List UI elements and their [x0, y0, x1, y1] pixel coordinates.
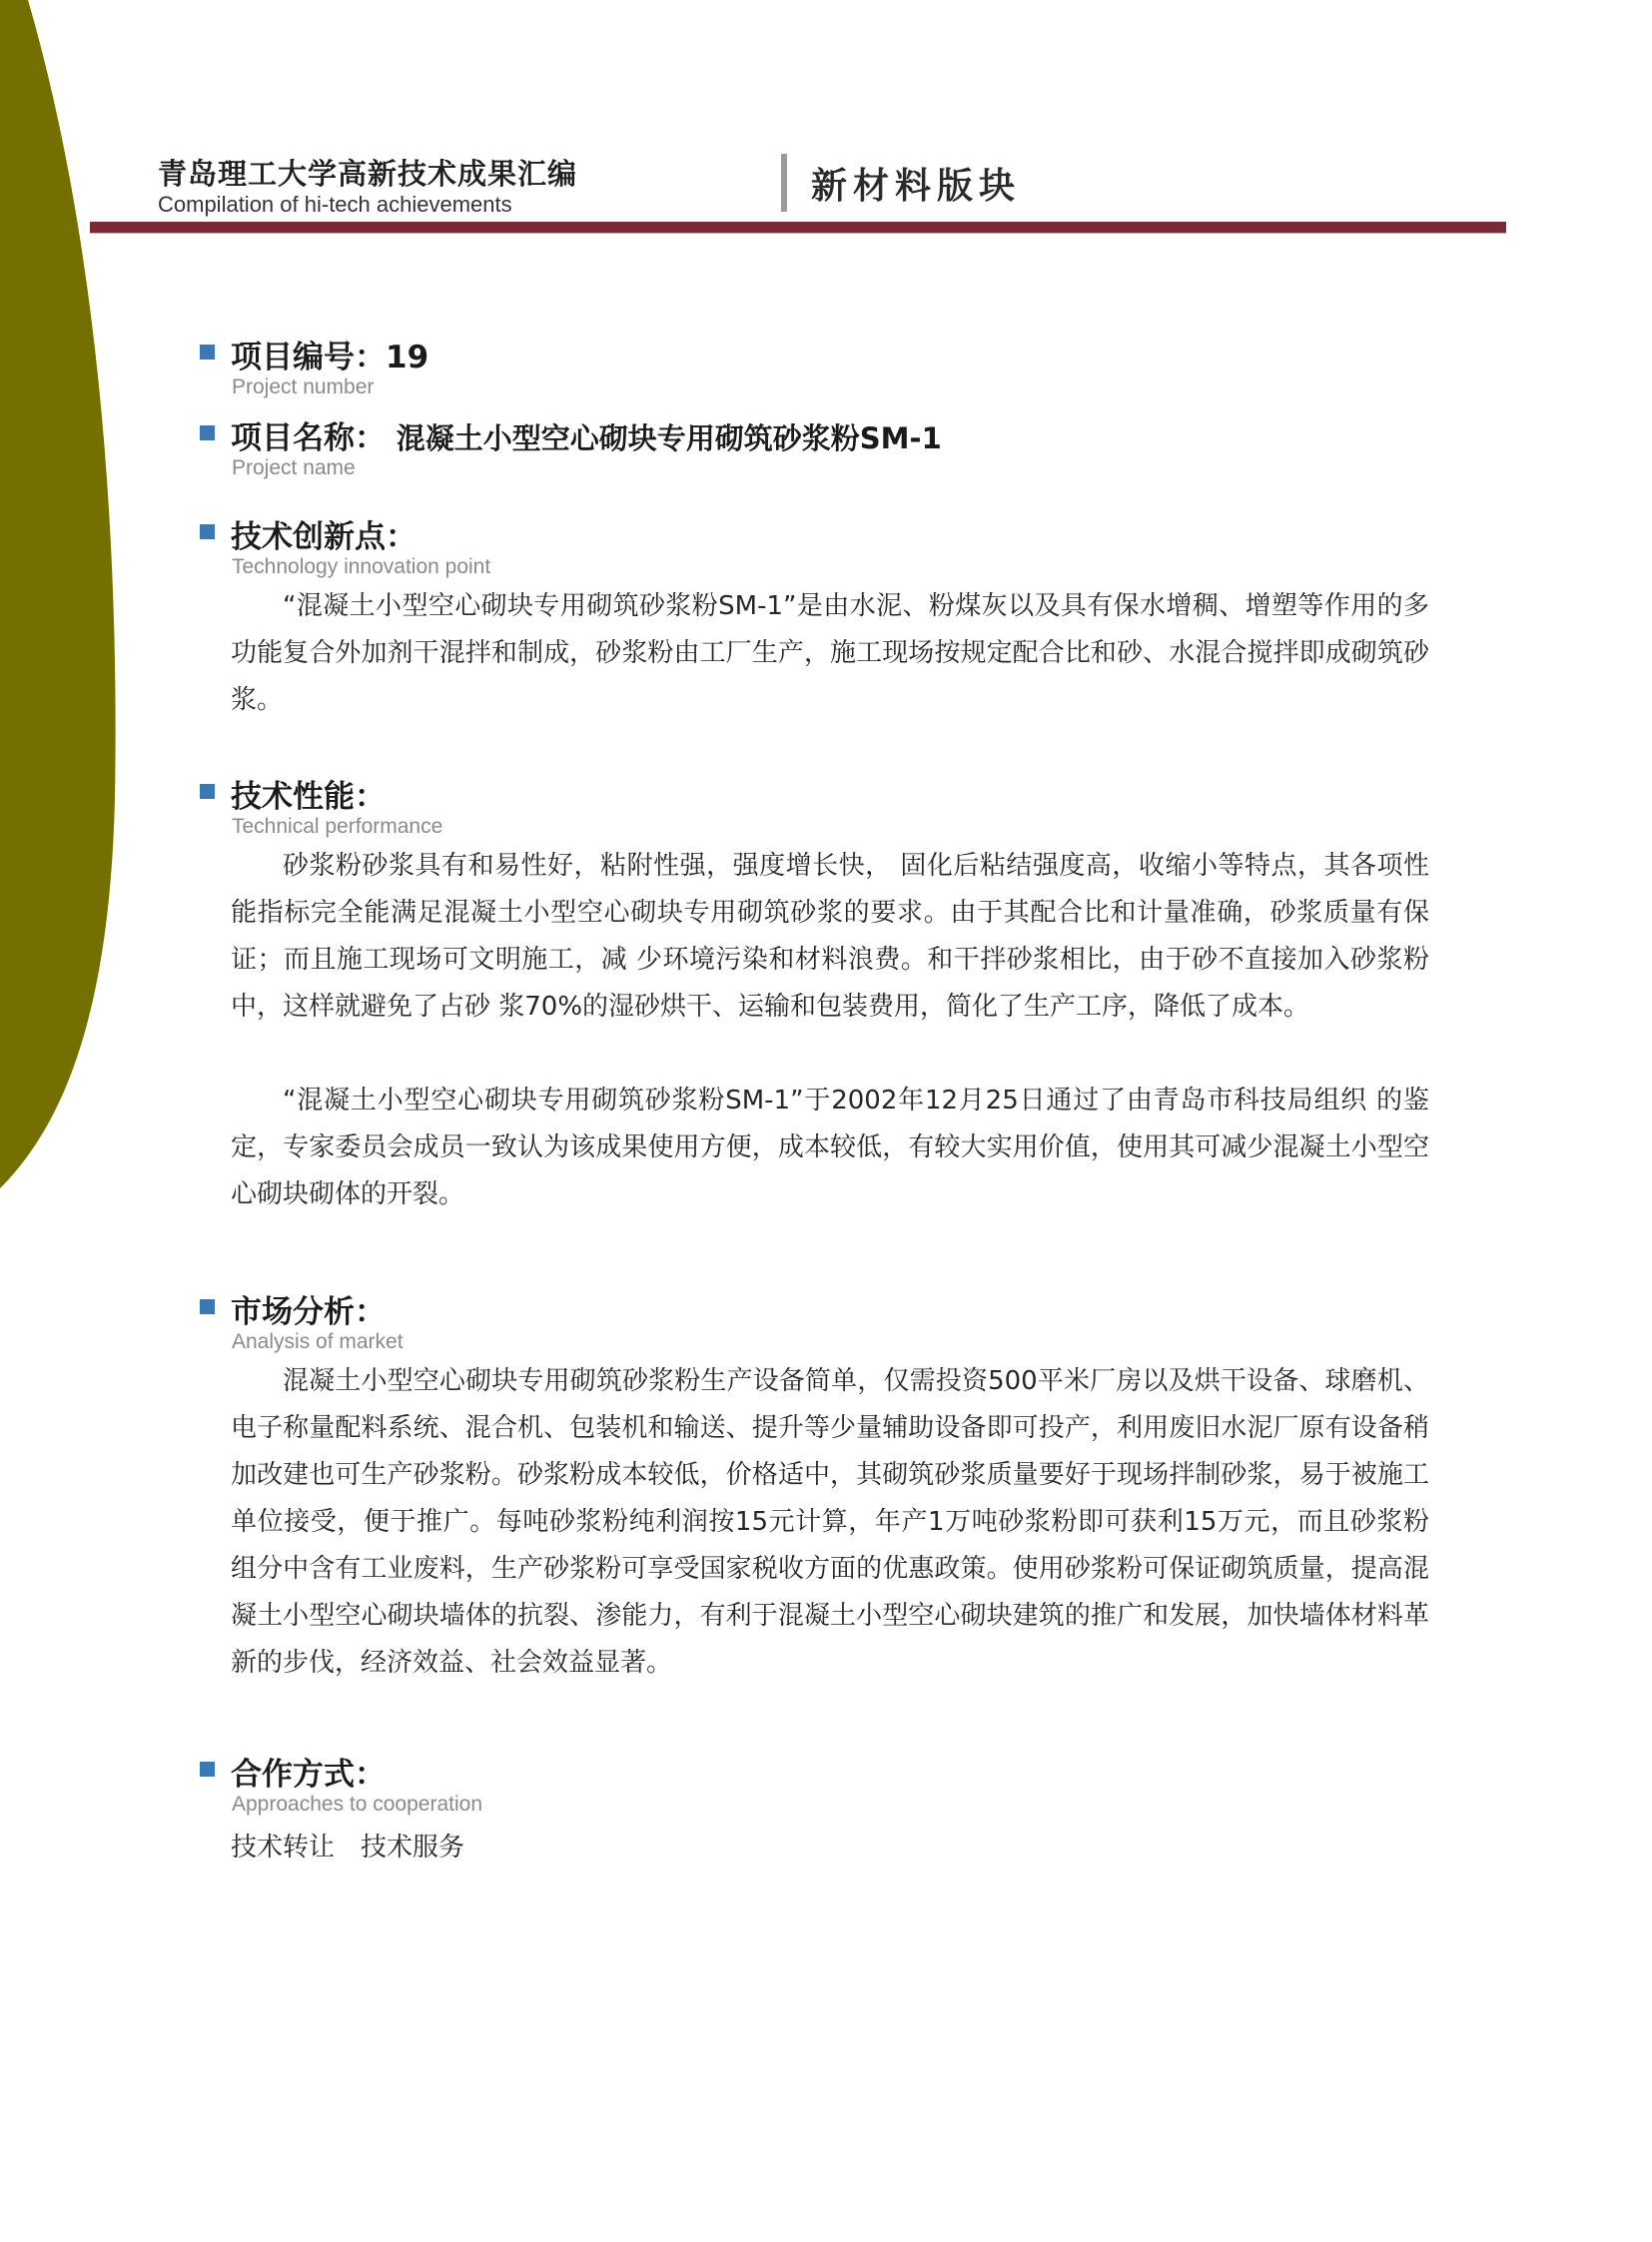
- performance-paragraph-1: 砂浆粉砂浆具有和易性好，粘附性强，强度增长快， 固化后粘结强度高，收缩小等特点，其各项性能指标完全能满足混凝土小型空心砌块专用砌筑砂浆的要求。由于其配合比和计量准确，砂浆质量有保证；而且施工现场可文明施工，减 少环境污染和材料浪费。和干拌砂浆相比，由于砂不直接加入砂浆粉中，这样就避免了占砂 浆70%的湿砂烘干、运输和包装费用，简化了生产工序，降低了成本。: [231, 851, 1429, 1022]
- project-name-en: Project name: [232, 456, 356, 479]
- market-en: Analysis of market: [232, 1330, 404, 1353]
- header-rule-thin: [90, 233, 1506, 234]
- bullet-square-icon: [200, 345, 215, 360]
- bullet-square-icon: [200, 1762, 215, 1777]
- cooperation-en: Approaches to cooperation: [232, 1793, 483, 1816]
- innovation-en: Technology innovation point: [232, 555, 491, 578]
- performance-en: Technical performance: [232, 815, 443, 838]
- project-number-en: Project number: [232, 375, 375, 398]
- project-name-value: 混凝土小型空心砌块专用砌筑砂浆粉SM-1: [396, 421, 942, 455]
- performance-heading: 技术性能：: [231, 779, 386, 815]
- market-heading: 市场分析：: [231, 1294, 386, 1330]
- innovation-paragraph: “混凝土小型空心砌块专用砌筑砂浆粉SM-1”是由水泥、粉煤灰以及具有保水增稠、增塑等作用的多功能复合外加剂干混拌和制成，砂浆粉由工厂生产，施工现场按规定配合比和砂、水混合搅拌即成砌筑砂浆。: [231, 591, 1429, 715]
- market-paragraph: 混凝土小型空心砌块专用砌筑砂浆粉生产设备简单，仅需投资500平米厂房以及烘干设备、球磨机、电子称量配料系统、混合机、包装机和输送、提升等少量辅助设备即可投产，利用废旧水泥厂原有设备稍加改建也可生产砂浆粉。砂浆粉成本较低，价格适中，其砌筑砂浆质量要好于现场拌制砂浆，易于被施工单位接受，便于推广。每吨砂浆粉纯利润按15元计算，年产1万吨砂浆粉即可获利15万元，而且砂浆粉组分中含有工业废料，生产砂浆粉可享受国家税收方面的优惠政策。使用砂浆粉可保证砌筑质量，提高混凝土小型空心砌块墙体的抗裂、渗能力，有利于混凝土小型空心砌块建筑的推广和发展，加快墙体材料革新的步伐，经济效益、社会效益显著。: [231, 1366, 1429, 1678]
- cooperation-heading: 合作方式：: [231, 1757, 386, 1793]
- project-name-heading: [231, 412, 942, 457]
- bullet-square-icon: [200, 1299, 215, 1314]
- bullet-square-icon: [200, 524, 215, 539]
- project-number-label: 项目编号：: [231, 340, 386, 375]
- project-number-value: 19: [386, 340, 429, 375]
- bullet-square-icon: [200, 425, 215, 440]
- header-title-cn: 青岛理工大学高新技术成果汇编: [158, 157, 578, 191]
- innovation-heading: 技术创新点：: [231, 519, 416, 555]
- header-separator: [781, 154, 787, 212]
- cooperation-value: 技术转让 技术服务: [231, 1833, 465, 1863]
- header-section-title: 新材料版块: [811, 165, 1022, 207]
- performance-paragraph-2: “混凝土小型空心砌块专用砌筑砂浆粉SM-1”于2002年12月25日通过了由青岛市科技局组织 的鉴定，专家委员会成员一致认为该成果使用方便，成本较低，有较大实用价值，使用其可减少混凝土小型空心砌块砌体的开裂。: [231, 1086, 1429, 1209]
- project-name-label: 项目名称：: [231, 420, 386, 456]
- header-rule: [90, 222, 1506, 233]
- decorative-side-shape: [0, 0, 118, 1188]
- project-number-heading: [231, 332, 428, 376]
- header-title-en: Compilation of hi-tech achievements: [158, 192, 512, 217]
- bullet-square-icon: [200, 784, 215, 799]
